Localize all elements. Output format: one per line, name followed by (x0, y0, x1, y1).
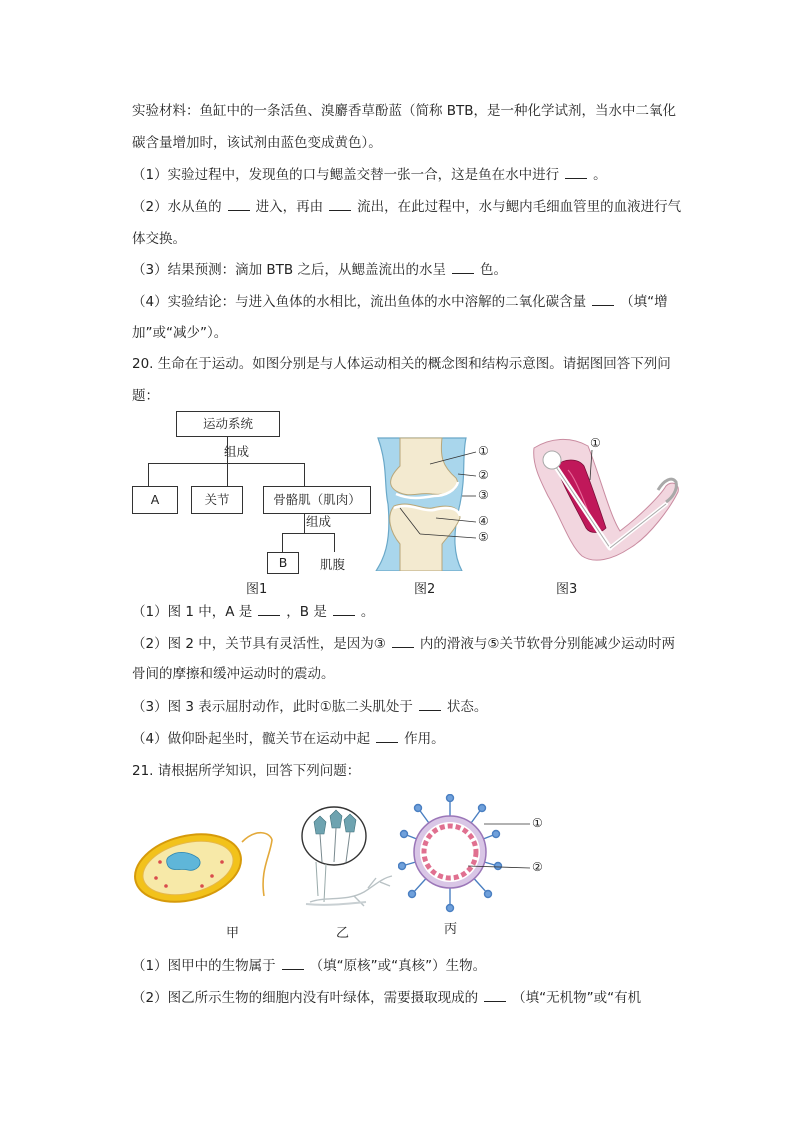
virus-label-2: ② (532, 860, 543, 874)
answer-blank[interactable] (419, 698, 441, 711)
concept-box-motor-system: 运动系统 (176, 411, 280, 437)
concept-box-a: A (132, 486, 178, 514)
q19-p4-text-b: （填“增 (620, 294, 668, 310)
q19-part4-line2: 加”或“减少”）。 (132, 325, 228, 341)
arm-label-1: ① (590, 436, 601, 450)
q21-p2-text-b: （填“无机物”或“有机 (512, 990, 642, 1006)
bacterium-illustration (132, 826, 277, 906)
q19-materials-line2: 碳含量增加时，该试剂由蓝色变成黄色）。 (132, 135, 382, 151)
q19-part2 (132, 197, 681, 217)
q20-part2-line2: 骨间的摩擦和缓冲运动时的震动。 (132, 666, 335, 682)
q20-p3-text-b: 状态。 (446, 699, 488, 715)
q19-p1-text-b: 。 (593, 167, 607, 183)
concept-box-b: B (267, 552, 299, 574)
q20-p4-text-b: 作用。 (404, 731, 445, 747)
q21-p1-text-a: （1）图甲中的生物属于 (132, 958, 276, 974)
answer-blank[interactable] (282, 957, 304, 970)
joint-label-1: ① (478, 444, 489, 458)
q20-p1-text-a: （1）图 1 中，A 是 (132, 604, 253, 620)
virus-illustration (398, 794, 548, 914)
joint-label-3: ③ (478, 488, 489, 502)
figure-jia-bacterium (132, 826, 277, 906)
q20-p4-text-a: （4）做仰卧起坐时，髋关节在运动中起 (132, 731, 371, 747)
figure-bing-virus (398, 794, 548, 914)
joint-label-2: ② (478, 468, 489, 482)
answer-blank[interactable] (228, 198, 250, 211)
answer-blank[interactable] (452, 261, 474, 274)
joint-label-5: ⑤ (478, 530, 489, 544)
q20-p2-text-b: 内的滑液与⑤关节软骨分别能减少运动时两 (419, 636, 675, 652)
q19-p2-text-a: （2）水从鱼的 (132, 199, 222, 215)
figure-2-joint-diagram (370, 436, 500, 571)
q19-p1-text-a: （1）实验过程中，发现鱼的口与鳃盖交替一张一合，这是鱼在水中进行 (132, 167, 560, 183)
q19-p4-text-a: （4）实验结论：与进入鱼体的水相比，流出鱼体的水中溶解的二氧化碳含量 (132, 294, 587, 310)
q19-part1 (132, 165, 607, 185)
q21-stem: 21. 请根据所学知识，回答下列问题： (132, 763, 361, 779)
q21-p1-text-b: （填“原核”或“真核”）生物。 (309, 958, 487, 974)
q20-p1-text-c: 。 (360, 604, 375, 620)
q19-p2-text-c: 流出，在此过程中，水与鳃内毛细血管里的血液进行气 (357, 199, 682, 215)
concept-box-joint: 关节 (191, 486, 243, 514)
arm-illustration (530, 436, 690, 571)
figure-3-caption: 图3 (556, 582, 578, 597)
joint-label-4: ④ (478, 514, 489, 528)
q19-part4 (132, 292, 668, 312)
q19-p2-text-b: 进入，再由 (255, 199, 324, 215)
q21-part2 (132, 988, 641, 1008)
concept-box-muscle: 骨骼肌（肌肉） (263, 486, 371, 514)
q21-part1 (132, 956, 486, 976)
figure-2-caption: 图2 (414, 582, 436, 597)
q20-p1-text-b: ，B 是 (286, 604, 327, 620)
q19-part2-line2: 体交换。 (132, 231, 186, 247)
figure-bing-caption: 丙 (444, 922, 458, 937)
answer-blank[interactable] (592, 293, 614, 306)
q20-part4 (132, 729, 445, 749)
concept-label-compose: 组成 (224, 444, 250, 459)
answer-blank[interactable] (484, 989, 506, 1002)
figure-jia-caption: 甲 (226, 926, 240, 941)
q19-p3-text-a: （3）结果预测：滴加 BTB 之后，从鳃盖流出的水呈 (132, 262, 446, 278)
figure-yi-mold (296, 806, 396, 910)
concept-label-compose-2: 组成 (306, 514, 332, 529)
virus-label-1: ① (532, 816, 543, 830)
answer-blank[interactable] (376, 730, 398, 743)
concept-label-belly: 肌腹 (320, 557, 346, 572)
q20-p3-text-a: （3）图 3 表示屈肘动作，此时①肱二头肌处于 (132, 699, 413, 715)
q20-p2-text-a: （2）图 2 中，关节具有灵活性，是因为③ (132, 636, 386, 652)
q20-stem-line2: 题： (132, 388, 159, 404)
figure-3-arm-diagram (530, 436, 690, 571)
figure-1-caption: 图1 (246, 582, 268, 597)
q20-stem-line1: 20. 生命在于运动。如图分别是与人体运动相关的概念图和结构示意图。请据图回答下列问 (132, 356, 671, 372)
answer-blank[interactable] (565, 166, 587, 179)
answer-blank[interactable] (329, 198, 351, 211)
q20-part3 (132, 697, 487, 717)
answer-blank[interactable] (258, 603, 280, 616)
q19-part3 (132, 260, 507, 280)
q20-part2 (132, 634, 675, 654)
answer-blank[interactable] (333, 603, 355, 616)
q19-p3-text-b: 色。 (479, 262, 507, 278)
q19-materials-line1: 实验材料：鱼缸中的一条活鱼、溴麝香草酚蓝（简称 BTB，是一种化学试剂，当水中二氧化 (132, 103, 677, 119)
answer-blank[interactable] (392, 635, 414, 648)
q20-part1 (132, 602, 374, 622)
mold-illustration (296, 806, 396, 910)
q21-p2-text-a: （2）图乙所示生物的细胞内没有叶绿体，需要摄取现成的 (132, 990, 479, 1006)
figure-yi-caption: 乙 (336, 926, 350, 941)
